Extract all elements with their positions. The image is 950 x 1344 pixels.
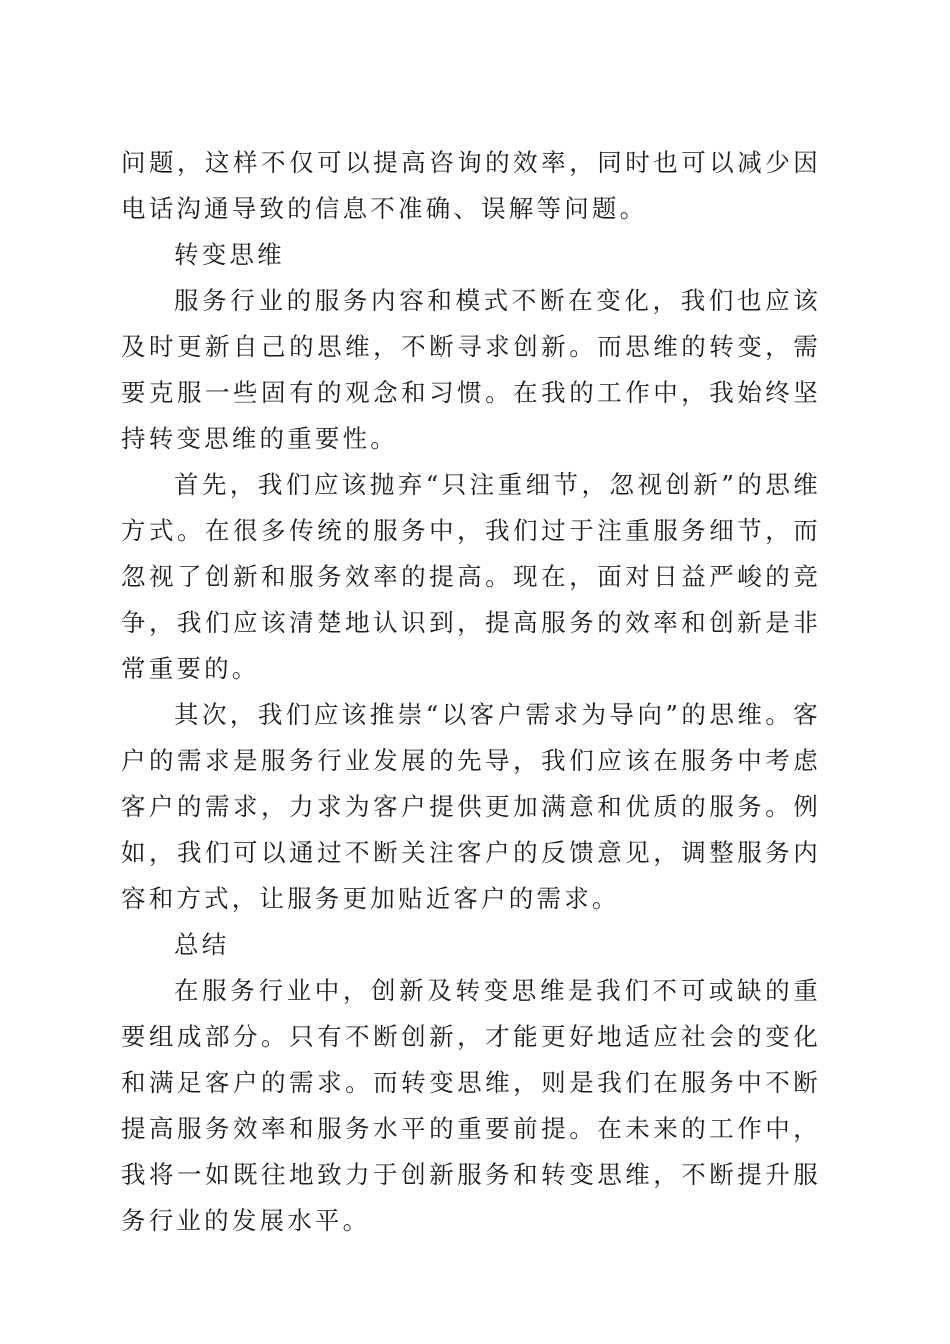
section-heading-summary: 总结 [174, 930, 230, 959]
paragraph-body: 服务行业的服务内容和模式不断在变化，我们也应该及时更新自己的思维，不断寻求创新。而思维的转变，需要克服一些固有的观念和习惯。在我的工作中，我始终坚持转变思维的重要性。 [121, 286, 821, 453]
paragraph-continuation: 问题，这样不仅可以提高咨询的效率，同时也可以减少因电话沟通导致的信息不准确、误解等问题。 [121, 148, 821, 223]
paragraph-body: 首先，我们应该抛弃“只注重细节，忽视创新”的思维方式。在很多传统的服务中，我们过于注重服务细节，而忽视了创新和服务效率的提高。现在，面对日益严峻的竞争，我们应该清楚地认识到，提高服务的效率和创新是非常重要的。 [121, 470, 821, 683]
section-heading-transform-thinking: 转变思维 [174, 240, 285, 269]
paragraph-body: 其次，我们应该推崇“以客户需求为导向”的思维。客户的需求是服务行业发展的先导，我们应该在服务中考虑客户的需求，力求为客户提供更加满意和优质的服务。例如，我们可以通过不断关注客户的反馈意见，调整服务内容和方式，让服务更加贴近客户的需求。 [121, 700, 821, 913]
paragraph-body: 在服务行业中，创新及转变思维是我们不可或缺的重要组成部分。只有不断创新，才能更好地适应社会的变化和满足客户的需求。而转变思维，则是我们在服务中不断提高服务效率和服务水平的重要前提。在未来的工作中，我将一如既往地致力于创新服务和转变思维，不断提升服务行业的发展水平。 [121, 976, 821, 1235]
document-body [121, 140, 821, 1244]
